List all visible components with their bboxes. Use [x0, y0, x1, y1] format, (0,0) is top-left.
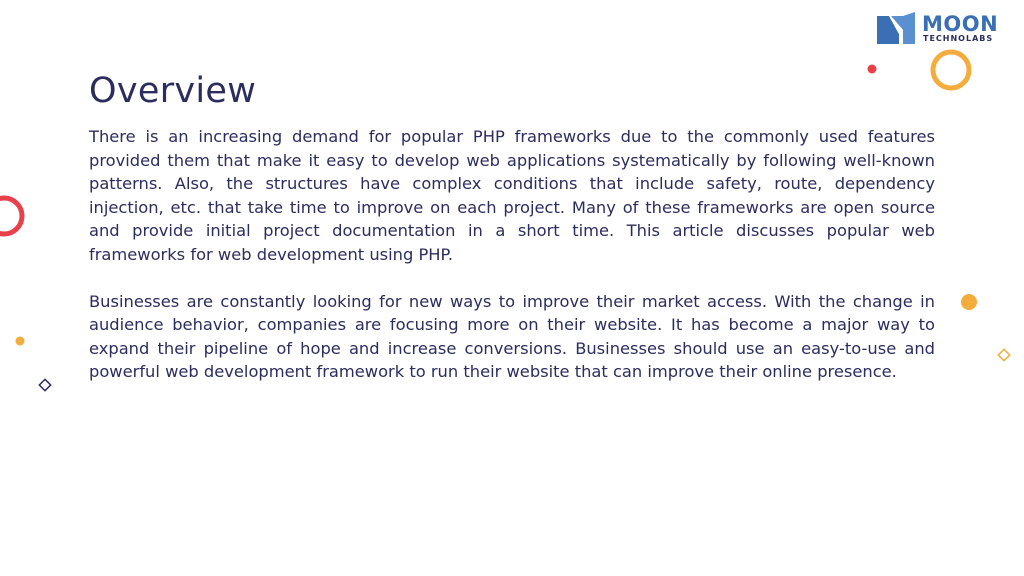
logo-name: MOON: [922, 12, 999, 36]
red-ring-decoration: [0, 193, 30, 239]
logo-subtitle: TECHNOLABS: [923, 34, 994, 43]
moon-technolabs-logo-icon: [877, 12, 917, 44]
orange-dot-decoration: [959, 292, 979, 312]
company-logo: [877, 12, 1001, 46]
orange-diamond-decoration: [996, 347, 1012, 363]
navy-diamond-decoration: [37, 377, 53, 393]
overview-paragraph-1: There is an increasing demand for popular PHP frameworks due to the commonly used features provided them that make it easy to develop web applications systematically by following well-known patterns. Also, the structures have complex conditions that include safety, route, dependency injection, etc. that take time to improve on each project. Many of these frameworks are open source and provide initial project documentation in a short time. This article discusses popular web frameworks for web development using PHP.: [89, 127, 935, 264]
slide-title: Overview: [89, 71, 257, 111]
orange-small-dot-decoration: [13, 334, 27, 348]
orange-ring-decoration: [928, 47, 974, 93]
slide-body: [89, 125, 935, 384]
overview-paragraph-2: Businesses are constantly looking for new ways to improve their market access. With the change in audience behavior, companies are focusing more on their website. It has become a major way to expand their pipeline of hope and increase conversions. Businesses should use an easy-to-use and powerful web development framework to run their website that can improve their online presence.: [89, 291, 935, 381]
red-dot-decoration: [866, 63, 878, 75]
